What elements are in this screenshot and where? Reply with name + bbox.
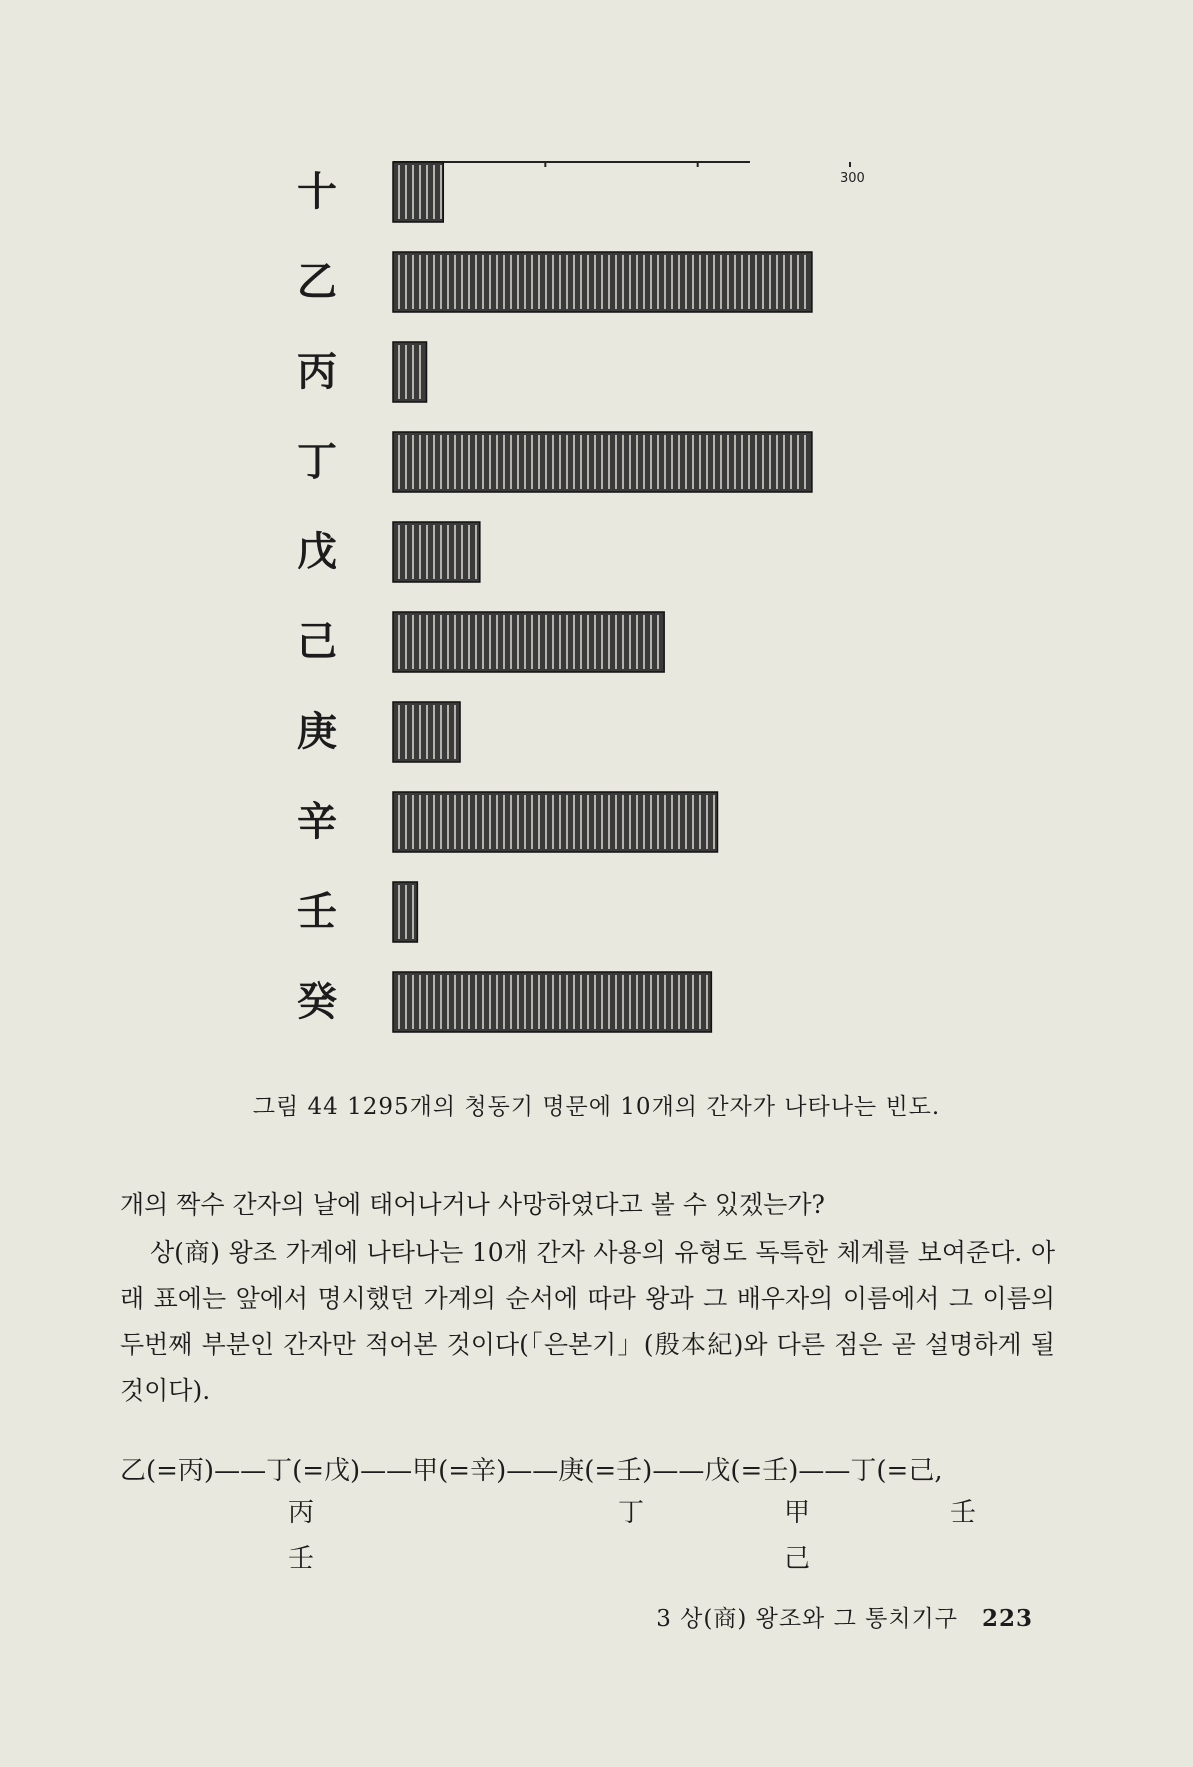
- category-glyph: 癸: [297, 979, 337, 1025]
- frequency-bar-chart: [280, 160, 900, 1060]
- category-glyph: 庚: [297, 709, 337, 755]
- category-glyph: 丙: [297, 349, 337, 395]
- bar: [393, 342, 427, 402]
- lineage-node: 乙(=丙): [120, 1456, 215, 1486]
- bar: [393, 612, 664, 672]
- lineage-connector: ——: [652, 1456, 705, 1486]
- lineage-sub: 壬: [288, 1544, 315, 1574]
- category-glyph: 丁: [297, 439, 337, 485]
- bar: [393, 882, 417, 942]
- category-glyph: 十: [297, 169, 337, 215]
- category-glyph: 戊: [297, 529, 337, 575]
- page-number: 223: [981, 1605, 1033, 1632]
- paragraph-2: 상(商) 왕조 가계에 나타나는 10개 간자 사용의 유형도 독특한 체계를 보여준다. 아래 표에는 앞에서 명시했던 가계의 순서에 따라 왕과 그 배우자의 이름에서 그 이름의 두번째 부분인 간자만 적어본 것이다(「은본기」(殷本紀)와 다른 점은 곧 설명하게 될 것이다).: [120, 1238, 1055, 1405]
- lineage-node: 戊(=壬): [704, 1456, 799, 1486]
- lineage-sub: 丙: [288, 1498, 315, 1528]
- lineage-sub: 己: [784, 1544, 811, 1574]
- figure-caption: 그림 44 1295개의 청동기 명문에 10개의 간자가 나타나는 빈도.: [252, 1094, 941, 1120]
- category-glyph: 己: [297, 619, 337, 665]
- lineage-connector: ——: [506, 1456, 559, 1486]
- lineage-table: [120, 1450, 1080, 1590]
- bar: [393, 792, 717, 852]
- bar: [393, 702, 460, 762]
- lineage-sub: 丁: [618, 1498, 645, 1528]
- category-glyph: 辛: [297, 799, 337, 845]
- lineage-connector: ——: [798, 1456, 851, 1486]
- x-tick-label: 300: [840, 171, 865, 186]
- lineage-sub: 壬: [950, 1498, 977, 1528]
- page-footer: [656, 1600, 1033, 1633]
- bar: [393, 522, 480, 582]
- lineage-node: 丁(=己,: [850, 1456, 943, 1486]
- bar: [393, 432, 812, 492]
- category-glyph: 壬: [297, 889, 337, 935]
- lineage-node: 甲(=辛): [412, 1456, 507, 1486]
- lineage-sub: 甲: [784, 1498, 811, 1528]
- lineage-connector: ——: [360, 1456, 413, 1486]
- running-head: 3 상(商) 왕조와 그 통치기구: [656, 1606, 958, 1632]
- lineage-connector: ——: [214, 1456, 267, 1486]
- bar: [393, 162, 443, 222]
- bar: [393, 972, 711, 1032]
- lineage-node: 庚(=壬): [558, 1456, 653, 1486]
- category-glyph: 乙: [297, 259, 337, 305]
- lineage-node: 丁(=戊): [266, 1456, 361, 1486]
- paragraph-1: 개의 짝수 간자의 날에 태어나거나 사망하였다고 볼 수 있겠는가?: [120, 1190, 825, 1219]
- bar: [393, 252, 812, 312]
- lineage-row: [120, 1450, 943, 1487]
